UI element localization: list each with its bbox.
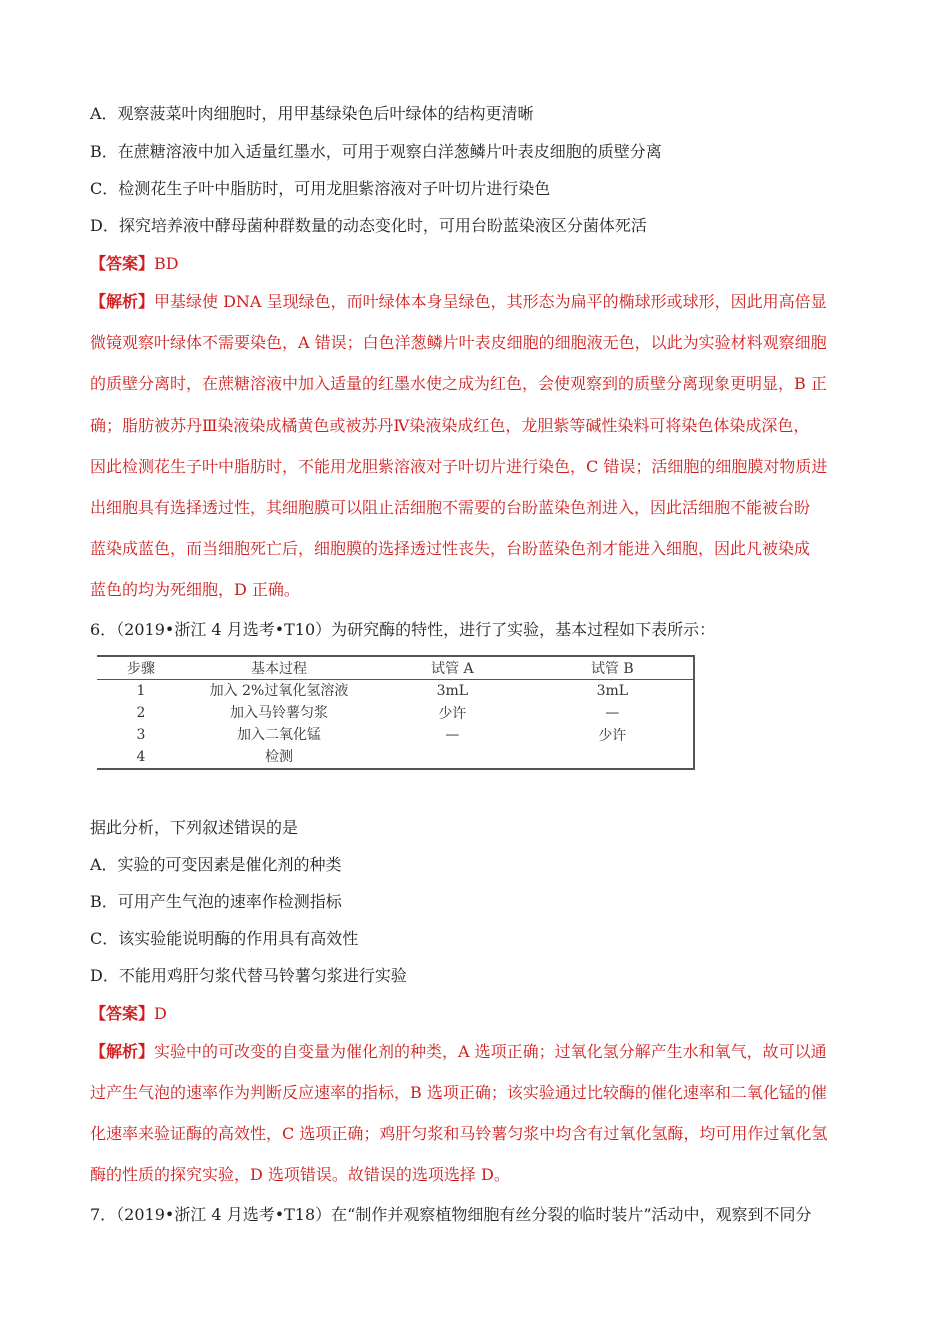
q6-prompt: 据此分析，下列叙述错误的是 xyxy=(90,818,299,837)
q5-analysis-line-2: 微镜观察叶绿体不需要染色，A 错误；白色洋葱鳞片叶表皮细胞的细胞液无色，以此为实验材料观察细胞 xyxy=(90,333,827,352)
table-cell: 少许 xyxy=(598,728,627,744)
q6-analysis-line-1 xyxy=(90,1041,827,1063)
table-row xyxy=(97,702,694,724)
table-cell: 3mL xyxy=(436,683,469,699)
q5-option-b: B．在蔗糖溶液中加入适量红墨水，可用于观察白洋葱鳞片叶表皮细胞的质壁分离 xyxy=(90,142,662,161)
table-cell xyxy=(532,746,694,769)
q6-analysis-line-3: 化速率来验证酶的高效性，C 选项正确；鸡肝匀浆和马铃薯匀浆中均含有过氧化氢酶，均可用作过氧化氢 xyxy=(90,1124,828,1143)
q6-option-d: D．不能用鸡肝匀浆代替马铃薯匀浆进行实验 xyxy=(90,966,407,985)
q5-answer xyxy=(90,253,179,275)
table-cell: 3 xyxy=(136,727,146,743)
analysis-text: 实验中的可改变的自变量为催化剂的种类，A 选项正确；过氧化氢分解产生水和氧气，故可以通 xyxy=(154,1042,827,1061)
table-cell: 检测 xyxy=(265,749,293,765)
q6-answer xyxy=(90,1003,167,1025)
q6-analysis-line-2: 过产生气泡的速率作为判断反应速率的指标，B 选项正确；该实验通过比较酶的催化速率和二氧化锰的催 xyxy=(90,1083,827,1102)
answer-tag: 【答案】 xyxy=(90,254,155,273)
q5-analysis-line-4: 确；脂肪被苏丹Ⅲ染液染成橘黄色或被苏丹Ⅳ染液染成红色，龙胆紫等碱性染料可将染色体染成深色， xyxy=(90,416,810,435)
table-row xyxy=(97,746,694,769)
experiment-table xyxy=(97,655,695,770)
q7-stem: 7．（2019•浙江 4 月选考•T18）在“制作并观察植物细胞有丝分裂的临时装片”活动中，观察到不同分 xyxy=(90,1205,812,1224)
q5-analysis-line-7: 蓝染成蓝色，而当细胞死亡后，细胞膜的选择透过性丧失，台盼蓝染色剂才能进入细胞，因此凡被染成 xyxy=(90,539,811,558)
q5-option-c: C．检测花生子叶中脂肪时，可用龙胆紫溶液对子叶切片进行染色 xyxy=(90,179,551,198)
table-row xyxy=(97,680,694,703)
q5-analysis-line-5: 因此检测花生子叶中脂肪时，不能用龙胆紫溶液对子叶切片进行染色，C 错误；活细胞的细胞膜对物质进 xyxy=(90,457,828,476)
table-cell: 加入二氧化锰 xyxy=(237,727,321,743)
q5-option-d: D．探究培养液中酵母菌种群数量的动态变化时，可用台盼蓝染液区分菌体死活 xyxy=(90,216,647,235)
q5-analysis-line-3: 的质壁分离时，在蔗糖溶液中加入适量的红墨水使之成为红色，会使观察到的质壁分离现象更明显，B 正 xyxy=(90,374,827,393)
table-cell: — xyxy=(445,727,460,743)
analysis-tag: 【解析】 xyxy=(90,1042,155,1061)
table-header: 步骤 xyxy=(97,656,185,680)
table-row xyxy=(97,724,694,746)
table-cell: 1 xyxy=(136,683,146,699)
q6-option-b: B．可用产生气泡的速率作检测指标 xyxy=(90,892,342,911)
q5-analysis-line-6: 出细胞具有选择透过性，其细胞膜可以阻止活细胞不需要的台盼蓝染色剂进入，因此活细胞不能被台盼 xyxy=(90,498,811,517)
table-cell: 4 xyxy=(136,749,146,765)
q5-analysis-line-8: 蓝色的均为死细胞，D 正确。 xyxy=(90,580,300,599)
table-header: 试管 A xyxy=(373,656,532,680)
q5-analysis-line-1 xyxy=(90,291,827,313)
q6-option-c: C．该实验能说明酶的作用具有高效性 xyxy=(90,929,359,948)
table-cell: 加入马铃薯匀浆 xyxy=(230,705,328,721)
table-cell xyxy=(373,746,532,769)
answer-value: BD xyxy=(154,254,179,273)
answer-tag: 【答案】 xyxy=(90,1004,155,1023)
answer-value: D xyxy=(154,1004,167,1023)
table-header-row xyxy=(97,656,694,680)
table-header: 试管 B xyxy=(532,656,694,680)
table-header: 基本过程 xyxy=(185,656,373,680)
table-cell: 2 xyxy=(136,705,146,721)
table-cell: — xyxy=(605,705,620,721)
table-cell: 少许 xyxy=(438,706,467,722)
q6-stem: 6．（2019•浙江 4 月选考•T10）为研究酶的特性，进行了实验，基本过程如下表所示： xyxy=(90,620,716,639)
table-cell: 3mL xyxy=(596,683,629,699)
q6-analysis-line-4: 酶的性质的探究实验，D 选项错误。故错误的选项选择 D。 xyxy=(90,1165,510,1184)
analysis-tag: 【解析】 xyxy=(90,292,155,311)
table-cell: 加入 2%过氧化氢溶液 xyxy=(209,683,349,699)
q5-option-a: A．观察菠菜叶肉细胞时，用甲基绿染色后叶绿体的结构更清晰 xyxy=(90,104,534,123)
q6-option-a: A．实验的可变因素是催化剂的种类 xyxy=(90,855,342,874)
analysis-text: 甲基绿使 DNA 呈现绿色，而叶绿体本身呈绿色，其形态为扁平的椭球形或球形，因此用高倍显 xyxy=(154,292,827,311)
